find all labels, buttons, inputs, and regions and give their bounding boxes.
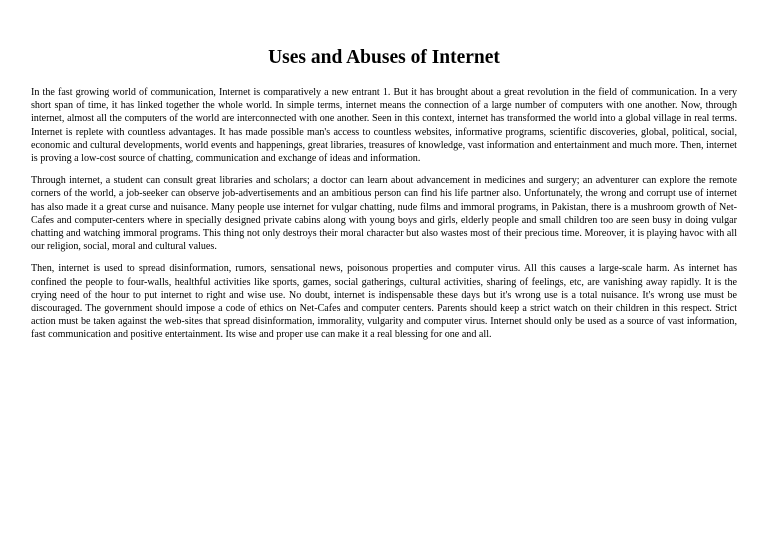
document-page: [31, 46, 737, 351]
document-title: Uses and Abuses of Internet: [268, 47, 500, 68]
paragraph-1: In the fast growing world of communication, Internet is comparatively a new entrant 1. But it has brought about a great revolution in the field of communication. In a very short span of time, it has linked together the whole world. In simple terms, internet means the connection of a large number of computers with one another. Now, through internet, almost all the computers of the world are interconnected with one another. Seen in this context, internet has transformed the world into a global village in real terms. Internet is replete with countless advantages. It has made possible man's access to countless websites, informative programs, scientific discoveries, global, political, social, economic and cultural developments, world events and happenings, great libraries, treasures of knowledge, vast information and entertainment and much more. Then, internet is proving a low-cost source of chatting, communication and exchange of ideas and information.: [31, 87, 737, 165]
paragraph-2: Through internet, a student can consult great libraries and scholars; a doctor can learn about advancement in medicines and surgery; an adventurer can explore the remote corners of the world, a job-seeker can observe job-advertisements and an ambitious person can find his life partner also. Unfortunately, the wrong and corrupt use of internet has also made it a great curse and nuisance. Many people use internet for vulgar chatting, nude films and immoral programs, in Pakistan, there is a mushroom growth of Net-Cafes and computer-centers where in specially designed private cabins along with young boys and girls, elderly people and small children too are seen busy in doing vulgar chatting and watching immoral programs. This thing not only destroys their moral character but also wastes most of their precious time. Moreover, it is playing havoc with all our religion, social, moral and cultural values.: [31, 175, 737, 253]
paragraph-3: Then, internet is used to spread disinformation, rumors, sensational news, poisonous properties and computer virus. All this causes a large-scale harm. As internet has confined the people to four-walls, healthful activities like sports, games, social gatherings, cultural activities, sharing of feelings, etc, are vanishing away rapidly. It is the crying need of the hour to put internet to right and wise use. No doubt, internet is indispensable these days but it's wrong use is a total nuisance. It's wrong use must be discouraged. The government should impose a code of ethics on Net-Cafes and computer centers. Parents should keep a strict watch on their children in this respect. Strict action must be taken against the web-sites that spread disinformation, immorality, vulgarity and computer virus. Internet should only be used as a source of vast information, fast communication and positive entertainment. Its wise and proper use can make it a real blessing for one and all.: [31, 263, 737, 341]
